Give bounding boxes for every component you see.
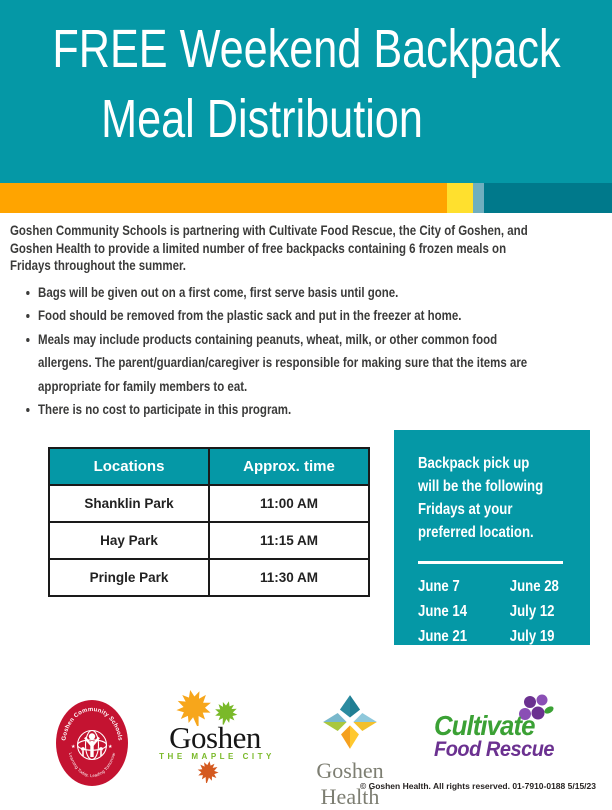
pickup-date: June 14 xyxy=(418,603,468,620)
time-cell: 11:00 AM xyxy=(209,485,369,522)
bullet-text: appropriate for family members to eat. xyxy=(38,378,248,394)
stripe-orange-segment xyxy=(0,183,447,213)
intro-line: Fridays throughout the summer. xyxy=(10,258,186,273)
seal-arc-text-bottom: Learning Today, Leading Tomorrow xyxy=(67,752,117,779)
page-title-line1: FREE Weekend Backpack xyxy=(52,19,561,79)
intro-line: Goshen Health to provide a limited number of free backpacks containing 6 frozen meals on xyxy=(10,240,507,256)
pickup-heading-line: preferred location. xyxy=(418,524,534,541)
pickup-date: June 7 xyxy=(418,578,460,595)
table-row xyxy=(49,522,369,559)
pickup-date: June 21 xyxy=(418,628,468,645)
page-title-line2: Meal Distribution xyxy=(101,89,423,149)
bullet-list xyxy=(10,281,605,422)
goshen-community-schools-logo xyxy=(56,700,128,786)
bullet-text: There is no cost to participate in this program. xyxy=(38,402,292,417)
time-cell: 11:15 AM xyxy=(209,522,369,559)
bullet-text: Meals may include products containing peanuts, wheat, milk, or other common food xyxy=(38,331,498,347)
schedule-table xyxy=(48,447,370,597)
seal-arc-text-top: Goshen Community Schools xyxy=(61,706,123,742)
goshen-health-logo xyxy=(288,694,412,809)
maple-city-wordmark: Goshen xyxy=(169,720,261,755)
list-item xyxy=(10,328,605,399)
table-header-row xyxy=(49,448,369,485)
divider xyxy=(418,561,563,564)
table-row xyxy=(49,559,369,596)
copyright-text: © Goshen Health. All rights reserved. 01-7910-0188 5/15/23 xyxy=(359,781,596,791)
list-item xyxy=(10,398,605,422)
bullet-text: allergens. The parent/guardian/caregiver is responsible for making sure that the items are xyxy=(38,355,528,370)
intro-paragraph xyxy=(10,222,605,275)
header-banner xyxy=(0,0,612,183)
pickup-heading-line: Fridays at your xyxy=(418,501,513,518)
page-title xyxy=(52,14,561,154)
location-cell: Shanklin Park xyxy=(49,485,209,522)
svg-text:★: ★ xyxy=(71,744,76,750)
stripe-darkteal-segment xyxy=(484,183,612,213)
maple-city-tagline: THE MAPLE CITY xyxy=(159,752,275,761)
cultivate-food-rescue-logo xyxy=(430,692,595,772)
column-header-time: Approx. time xyxy=(209,448,369,485)
pickup-date: June 28 xyxy=(509,578,559,595)
location-cell: Hay Park xyxy=(49,522,209,559)
maple-leaf-rust-icon xyxy=(196,760,220,784)
bullet-text: Bags will be given out on a first come, first serve basis until gone. xyxy=(38,284,399,300)
pickup-heading-line: will be the following xyxy=(418,478,544,495)
pickup-dates-grid xyxy=(418,577,564,646)
list-item xyxy=(10,304,605,328)
pickup-info-box xyxy=(394,430,590,645)
list-item xyxy=(10,281,605,305)
intro-line: Goshen Community Schools is partnering with Cultivate Food Rescue, the City of Goshen, and xyxy=(10,223,528,238)
accent-stripe xyxy=(0,183,612,213)
stripe-blue-segment xyxy=(473,183,484,213)
location-cell: Pringle Park xyxy=(49,559,209,596)
pickup-heading-line: Backpack pick up xyxy=(418,455,530,472)
time-cell: 11:30 AM xyxy=(209,559,369,596)
goshen-health-wordmark: Goshen Health xyxy=(316,758,384,809)
goshen-health-cross-icon xyxy=(322,694,378,750)
cultivate-wordmark-line1: Cultivate xyxy=(434,710,535,741)
cultivate-wordmark-line2: Food Rescue xyxy=(434,738,555,761)
bullet-text: Food should be removed from the plastic sack and put in the freezer at home. xyxy=(38,308,462,323)
pickup-date: July 19 xyxy=(509,628,555,645)
stripe-yellow-segment xyxy=(447,183,473,213)
svg-text:★: ★ xyxy=(108,744,113,750)
pickup-date: July 12 xyxy=(509,603,555,620)
pickup-heading xyxy=(418,452,564,544)
table-row xyxy=(49,485,369,522)
goshen-maple-city-logo xyxy=(150,688,280,792)
column-header-locations: Locations xyxy=(49,448,209,485)
body-copy xyxy=(10,222,605,422)
